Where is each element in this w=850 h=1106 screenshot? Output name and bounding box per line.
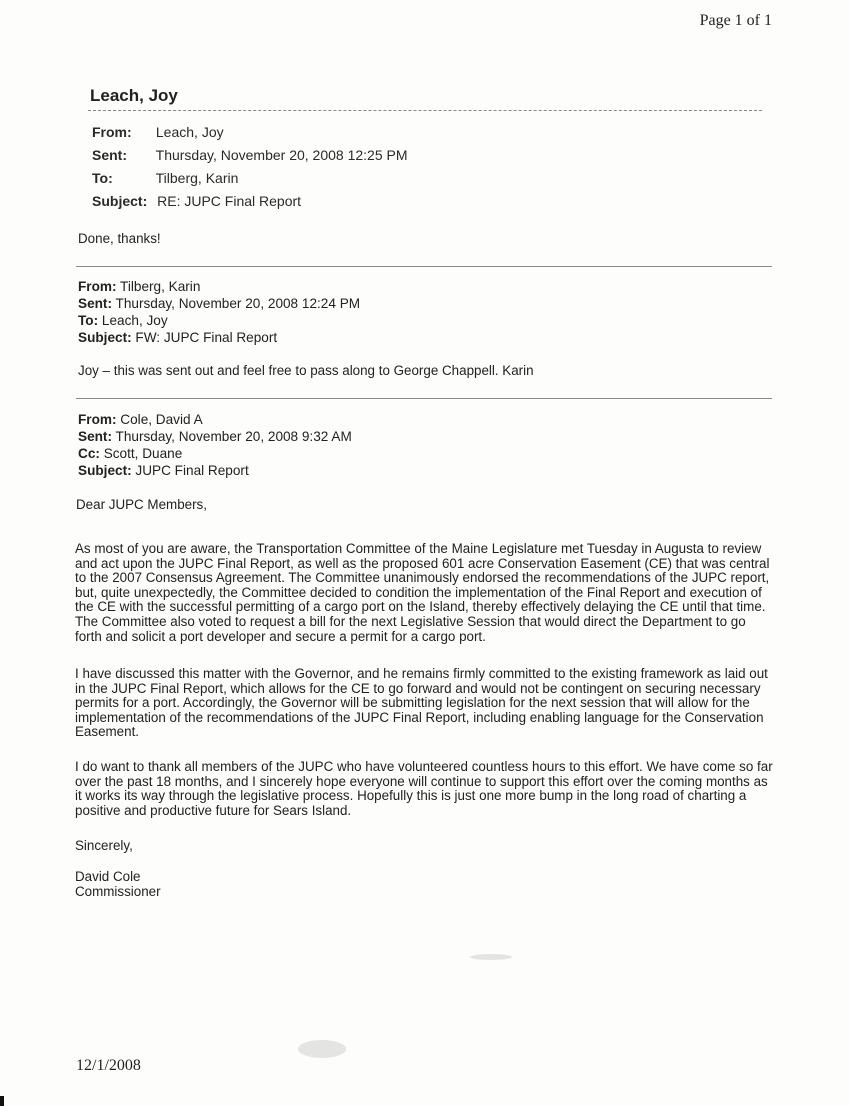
from-value: Leach, Joy bbox=[155, 124, 224, 140]
fw1-from-row bbox=[78, 279, 200, 294]
from-label: From: bbox=[92, 124, 132, 140]
signature-name: David Cole bbox=[75, 869, 141, 884]
orig-subject-value: JUPC Final Report bbox=[135, 463, 249, 478]
message-separator bbox=[76, 266, 772, 267]
fw1-from-label: From: bbox=[78, 279, 117, 294]
orig-cc-label: Cc: bbox=[78, 446, 100, 461]
subject-value: RE: JUPC Final Report bbox=[157, 193, 302, 209]
fw1-subject-label: Subject: bbox=[78, 330, 132, 345]
fw1-to-row bbox=[78, 313, 168, 328]
scan-smudge bbox=[470, 954, 512, 960]
sent-label: Sent: bbox=[92, 147, 127, 163]
orig-sent-label: Sent: bbox=[78, 429, 112, 444]
body-paragraph: I have discussed this matter with the Governor, and he remains firmly committed to the existing framework as laid out in the JUPC Final Report, which allows for the CE to go forward and would not be contingent on securing necessary permits for a port. Accordingly, the Governor will be submitting legislation for the next session that will allow for the implementation of the recommendations of the JUPC Final Report, including enabling language for the Conservation Easement. bbox=[75, 666, 768, 740]
header-sent-row bbox=[92, 147, 408, 163]
page-number: Page 1 of 1 bbox=[699, 12, 772, 29]
orig-subject-row bbox=[78, 463, 249, 478]
message-separator bbox=[76, 398, 772, 399]
orig-from-label: From: bbox=[78, 412, 117, 427]
orig-sent-row bbox=[78, 429, 352, 444]
orig-cc-value: Scott, Duane bbox=[103, 446, 183, 461]
fw1-to-value: Leach, Joy bbox=[101, 313, 168, 328]
fw1-body: Joy – this was sent out and feel free to pass along to George Chappell. Karin bbox=[78, 363, 534, 378]
fw1-sent-label: Sent: bbox=[78, 296, 112, 311]
header-from-row bbox=[92, 124, 224, 140]
message-sender-title: Leach, Joy bbox=[90, 86, 178, 105]
fw1-sent-row bbox=[78, 296, 360, 311]
footer-date: 12/1/2008 bbox=[76, 1057, 141, 1074]
to-value: Tilberg, Karin bbox=[155, 170, 239, 186]
subject-label: Subject: bbox=[92, 193, 148, 209]
reply-body: Done, thanks! bbox=[78, 231, 161, 246]
header-to-row bbox=[92, 170, 238, 186]
closing: Sincerely, bbox=[75, 838, 133, 853]
scan-smudge bbox=[298, 1040, 346, 1058]
body-paragraph: I do want to thank all members of the JUPC who have volunteered countless hours to this effort. We have come so far over the past 18 months, and I sincerely hope everyone will continue to support this effort over the coming months as it works its way through the legislative process. Hopefully this is just one more bump in the long road of charting a positive and productive future for Sears Island. bbox=[75, 759, 773, 818]
fw1-sent-value: Thursday, November 20, 2008 12:24 PM bbox=[115, 296, 361, 311]
header-divider bbox=[88, 110, 762, 111]
scan-edge-mark bbox=[0, 1096, 4, 1106]
orig-from-value: Cole, David A bbox=[120, 412, 203, 427]
fw1-from-value: Tilberg, Karin bbox=[120, 279, 201, 294]
orig-from-row bbox=[78, 412, 203, 427]
orig-subject-label: Subject: bbox=[78, 463, 132, 478]
sent-value: Thursday, November 20, 2008 12:25 PM bbox=[155, 147, 408, 163]
fw1-to-label: To: bbox=[78, 313, 99, 328]
orig-sent-value: Thursday, November 20, 2008 9:32 AM bbox=[115, 429, 352, 444]
header-subject-row bbox=[92, 193, 301, 209]
fw1-subject-value: FW: JUPC Final Report bbox=[135, 330, 278, 345]
fw1-subject-row bbox=[78, 330, 277, 345]
body-paragraph: As most of you are aware, the Transportation Committee of the Maine Legislature met Tuesday in Augusta to review and act upon the JUPC Final Report, as well as the proposed 601 acre Conservation Easement (CE) that was central to the 2007 Consensus Agreement. The Committee unanimously endorsed the recommendations of the JUPC report, but, quite unexpectedly, the Committee decided to condition the implementation of the Final Report and execution of the CE with the successful permitting of a cargo port on the Island, thereby effectively delaying the CE until that time. The Committee also voted to request a bill for the next Legislative Session that would direct the Department to go forth and solicit a port developer and secure a permit for a cargo port. bbox=[75, 541, 770, 644]
orig-cc-row bbox=[78, 446, 182, 461]
signature-title: Commissioner bbox=[75, 884, 161, 899]
to-label: To: bbox=[92, 170, 113, 186]
greeting: Dear JUPC Members, bbox=[76, 497, 207, 512]
